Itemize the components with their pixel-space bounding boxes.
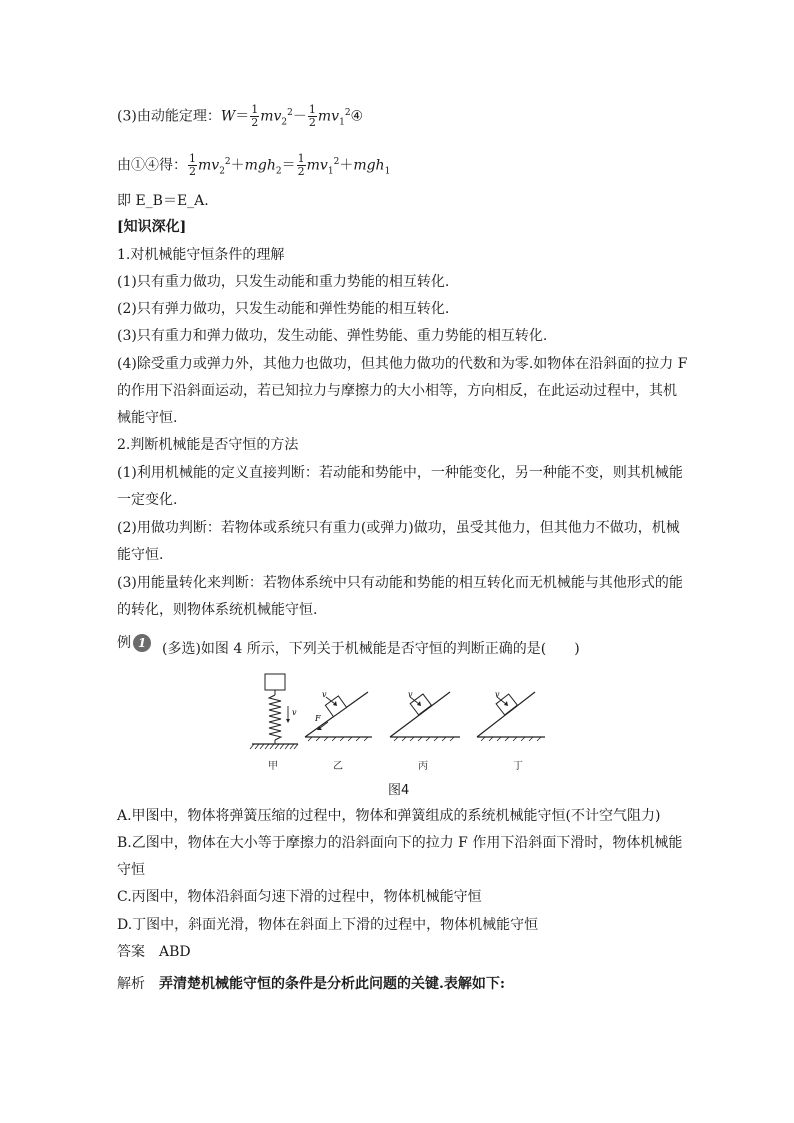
figure-sublabel-ding: 丁 — [513, 761, 523, 772]
figure-sublabel-bing: 丙 — [418, 761, 428, 772]
equation-work-energy: (3)由动能定理：W＝ $\frac{1}{2}$ $mv_2^2-$ $\frac{1}{2}$ $mv_1^2④$ — [117, 103, 364, 130]
paragraph-line: (3)用能量转化来判断：若物体系统中只有动能和势能的相互转化而无机械能与其他形式的能 — [117, 575, 683, 591]
example-label-text: 例 — [117, 635, 131, 651]
diagram-yi — [305, 690, 372, 741]
subsection-title: 2.判断机械能是否守恒的方法 — [117, 437, 299, 453]
paragraph-line: (1)利用机械能的定义直接判断：若动能和势能中，一种能变化，另一种能不变，则其机械能 — [117, 465, 683, 481]
analysis-text: 弄清楚机械能守恒的条件是分析此问题的关键.表解如下: — [159, 976, 506, 992]
fraction-half: $\frac{1}{2}$ — [297, 152, 305, 179]
paragraph-line: (2)用做功判断：若物体或系统只有重力(或弹力)做功，虽受其他力，但其他力不做功，机械 — [117, 520, 680, 536]
figure-4-diagram — [240, 670, 560, 780]
equation-mark: ④ — [350, 108, 364, 125]
fraction-half: $\frac{1}{2}$ — [308, 103, 316, 130]
diagram-bing — [390, 690, 460, 741]
paragraph-line: (4)除受重力或弹力外，其他力也做功，但其他力做功的代数和为零.如物体在沿斜面的拉力 F — [117, 356, 688, 372]
figure-sublabel-jia: 甲 — [268, 761, 278, 772]
option-a: A.甲图中，物体将弹簧压缩的过程中，物体和弹簧组成的系统机械能守恒(不计空气阻力) — [117, 808, 661, 824]
minus-sign: － — [292, 108, 307, 125]
option-b-continued: 守恒 — [117, 862, 145, 878]
paragraph-line: 能守恒. — [117, 547, 164, 563]
term-mv: mv — [260, 108, 282, 125]
example-number-badge: 1 — [133, 634, 151, 652]
option-b: B.乙图中，物体在大小等于摩擦力的沿斜面向下的拉力 F 作用下沿斜面下滑时，物体机械能 — [117, 835, 683, 851]
figure-caption: 图4 — [388, 783, 410, 798]
paragraph-line: (2)只有弹力做功，只发生动能和弹性势能的相互转化. — [117, 301, 450, 317]
analysis-label: 解析 — [117, 976, 145, 992]
line-prefix: (3)由动能定理： — [117, 108, 221, 125]
paragraph-line: 一定变化. — [117, 492, 178, 508]
paragraph-line: 的作用下沿斜面运动，若已知拉力与摩擦力的大小相等，方向相反，在此运动过程中，其机 — [117, 383, 677, 399]
diagram-jia — [250, 674, 298, 749]
line-prefix: 由①④得： — [117, 157, 187, 174]
paragraph-line: 的转化，则物体系统机械能守恒. — [117, 602, 318, 618]
conclusion-line: 即 E_B＝E_A. — [117, 193, 209, 209]
equation-energy-conservation: 由①④得： $\frac{1}{2}$ $mv_2^2+mgh_2=$ $\frac{1}{2}$ $mv_1^2+mgh_1$ — [117, 152, 391, 179]
section-heading: [知识深化] — [117, 219, 187, 235]
velocity-label: v — [408, 690, 413, 699]
paragraph-line: 械能守恒. — [117, 410, 178, 426]
paragraph-line: (1)只有重力做功，只发生动能和重力势能的相互转化. — [117, 274, 450, 290]
answer-line — [117, 943, 191, 961]
option-d: D.丁图中，斜面光滑，物体在斜面上下滑的过程中，物体机械能守恒 — [117, 917, 539, 933]
force-label: F — [315, 714, 321, 723]
fraction-half: $\frac{1}{2}$ — [189, 152, 196, 179]
diagram-ding — [477, 690, 545, 741]
velocity-label: v — [292, 708, 297, 717]
analysis-line — [117, 975, 505, 993]
answer-value: ABD — [159, 944, 191, 960]
velocity-label: v — [495, 690, 500, 699]
velocity-label: v — [322, 690, 327, 699]
equals-sign: ＝ — [235, 108, 250, 125]
term-mv: mv — [317, 108, 340, 125]
example-label — [117, 632, 151, 652]
symbol-W: W — [220, 108, 236, 125]
subsection-title: 1.对机械能守恒条件的理解 — [117, 247, 285, 263]
example-question: (多选)如图 4 所示，下列关于机械能是否守恒的判断正确的是( ) — [162, 641, 580, 657]
fraction-half: $\frac{1}{2}$ — [251, 103, 259, 130]
answer-label: 答案 — [117, 944, 145, 960]
paragraph-line: (3)只有重力和弹力做功，发生动能、弹性势能、重力势能的相互转化. — [117, 328, 548, 344]
option-c: C.丙图中，物体沿斜面匀速下滑的过程中，物体机械能守恒 — [117, 889, 482, 905]
figure-sublabel-yi: 乙 — [333, 761, 343, 772]
